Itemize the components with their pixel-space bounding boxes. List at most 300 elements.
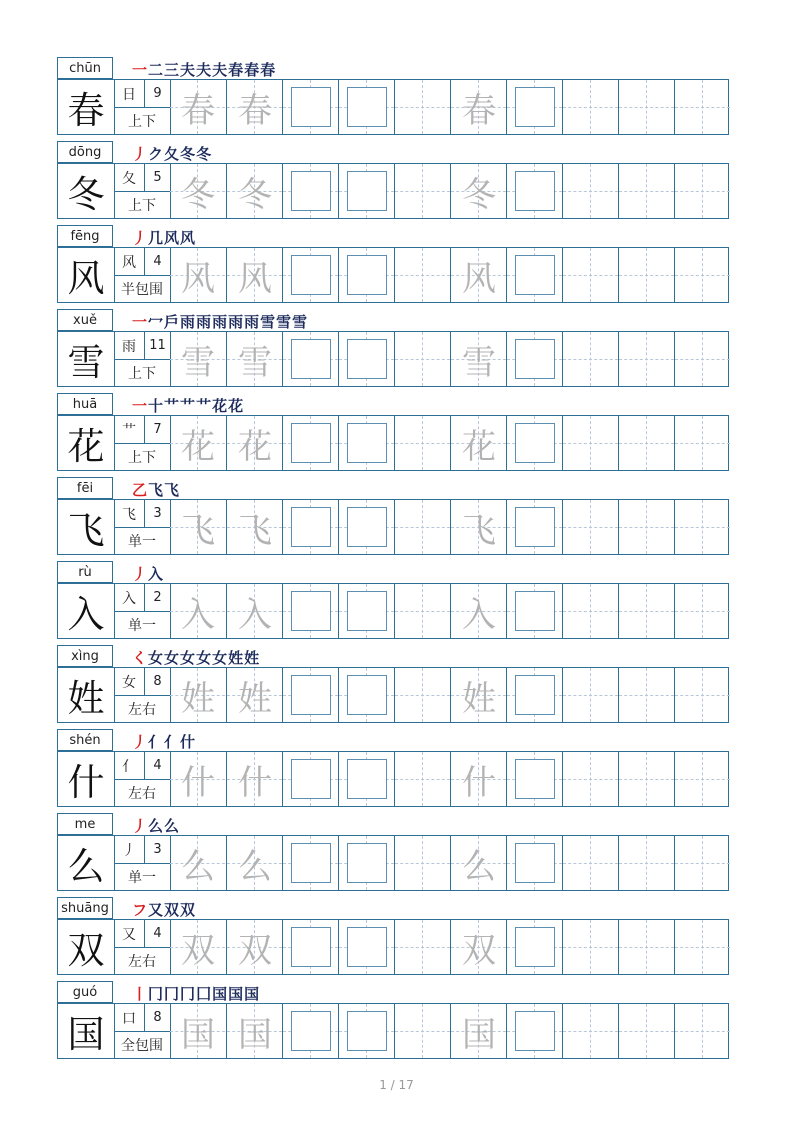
practice-grid (57, 835, 729, 891)
writing-cell[interactable] (618, 584, 674, 638)
model-character: 双 (58, 920, 115, 974)
writing-cell[interactable] (618, 668, 674, 722)
writing-cell[interactable] (562, 836, 618, 890)
writing-cell[interactable] (338, 416, 394, 470)
writing-cell[interactable] (450, 332, 506, 386)
inner-practice-box (291, 507, 331, 547)
trace-character: 雪 (238, 342, 272, 383)
stroke-order (132, 983, 259, 1003)
stroke-step: 乙 (132, 481, 148, 499)
writing-cell[interactable] (170, 668, 226, 722)
inner-practice-box (291, 1011, 331, 1051)
writing-cell[interactable] (170, 416, 226, 470)
stroke-step: 又 (148, 901, 164, 919)
radical: 雨 (114, 332, 145, 359)
trace-character: 冬 (238, 174, 272, 215)
practice-grid (57, 667, 729, 723)
writing-cell[interactable] (394, 920, 450, 974)
writing-cell[interactable] (338, 668, 394, 722)
stroke-step: フ (132, 901, 148, 919)
writing-cell[interactable] (618, 80, 674, 134)
writing-cell[interactable] (562, 668, 618, 722)
trace-character: 什 (181, 762, 215, 803)
writing-cell[interactable] (562, 164, 618, 218)
stroke-step: 女 (164, 649, 180, 667)
inner-practice-box (347, 87, 387, 127)
stroke-step: 国 (212, 985, 228, 1003)
inner-practice-box (291, 675, 331, 715)
radical: 飞 (114, 500, 145, 527)
radical: 又 (114, 920, 145, 947)
writing-cell[interactable] (338, 752, 394, 806)
writing-cell[interactable] (618, 248, 674, 302)
stroke-step: 么 (148, 817, 164, 835)
trace-character: 姓 (181, 678, 215, 719)
practice-grid (57, 163, 729, 219)
writing-cell[interactable] (170, 1004, 226, 1058)
pinyin-label: me (57, 813, 113, 835)
writing-cell[interactable] (674, 1004, 730, 1058)
inner-practice-box (347, 1011, 387, 1051)
practice-grid (57, 499, 729, 555)
writing-cell[interactable] (562, 584, 618, 638)
practice-grid (57, 919, 729, 975)
stroke-count: 8 (153, 674, 162, 689)
structure: 左右 (114, 947, 170, 974)
model-character: 么 (58, 836, 115, 890)
writing-cell[interactable] (338, 80, 394, 134)
stroke-count: 3 (153, 506, 162, 521)
stroke-step: 亻 (164, 733, 180, 751)
writing-cell[interactable] (170, 920, 226, 974)
stroke-count: 8 (153, 1010, 162, 1025)
stroke-order (132, 731, 195, 751)
stroke-step: 姓 (228, 649, 244, 667)
stroke-step: 冂 (180, 985, 196, 1003)
practice-grid (57, 79, 729, 135)
stroke-step: 雨 (228, 313, 244, 331)
character-info (114, 584, 171, 638)
writing-cell[interactable] (282, 584, 338, 638)
writing-cell[interactable] (450, 80, 506, 134)
writing-cell[interactable] (450, 584, 506, 638)
writing-cell[interactable] (170, 500, 226, 554)
stroke-step: 丿 (132, 817, 148, 835)
writing-cell[interactable] (338, 248, 394, 302)
character-info (114, 164, 171, 218)
stroke-step: 春 (244, 61, 260, 79)
writing-cell[interactable] (506, 668, 562, 722)
writing-cell[interactable] (674, 80, 730, 134)
writing-cell[interactable] (562, 416, 618, 470)
inner-practice-box (515, 507, 555, 547)
stroke-order (132, 563, 163, 583)
inner-practice-box (347, 591, 387, 631)
writing-cell[interactable] (506, 416, 562, 470)
writing-cell[interactable] (506, 248, 562, 302)
stroke-step: 风 (180, 229, 196, 247)
writing-cell[interactable] (450, 248, 506, 302)
character-info (114, 416, 171, 470)
writing-cell[interactable] (226, 416, 282, 470)
character-entry (0, 225, 793, 309)
writing-cell[interactable] (674, 332, 730, 386)
writing-cell[interactable] (282, 80, 338, 134)
trace-character: 春 (462, 90, 496, 131)
writing-cell[interactable] (674, 836, 730, 890)
writing-cell[interactable] (170, 248, 226, 302)
model-character: 姓 (58, 668, 115, 722)
writing-cell[interactable] (618, 332, 674, 386)
character-entry (0, 729, 793, 813)
writing-cell[interactable] (394, 1004, 450, 1058)
inner-practice-box (515, 759, 555, 799)
stroke-count: 5 (153, 170, 162, 185)
stroke-order (132, 59, 275, 79)
stroke-step: 一 (132, 61, 148, 79)
writing-cell[interactable] (674, 416, 730, 470)
character-entry (0, 393, 793, 477)
stroke-step: 雪 (292, 313, 308, 331)
writing-cell[interactable] (450, 500, 506, 554)
model-character: 什 (58, 752, 115, 806)
stroke-order (132, 227, 195, 247)
inner-practice-box (347, 507, 387, 547)
writing-cell[interactable] (226, 836, 282, 890)
inner-practice-box (515, 1011, 555, 1051)
stroke-step: 夂 (164, 145, 180, 163)
writing-cell[interactable] (170, 584, 226, 638)
inner-practice-box (515, 171, 555, 211)
writing-cell[interactable] (562, 248, 618, 302)
writing-cell[interactable] (450, 836, 506, 890)
writing-cell[interactable] (394, 668, 450, 722)
writing-cell[interactable] (618, 164, 674, 218)
writing-cell[interactable] (450, 752, 506, 806)
trace-character: 姓 (238, 678, 272, 719)
trace-character: 春 (238, 90, 272, 131)
writing-cell[interactable] (282, 668, 338, 722)
writing-cell[interactable] (394, 164, 450, 218)
writing-cell[interactable] (674, 752, 730, 806)
character-info (114, 668, 171, 722)
stroke-step: 雨 (244, 313, 260, 331)
writing-cell[interactable] (226, 584, 282, 638)
writing-cell[interactable] (674, 164, 730, 218)
character-info (114, 1004, 171, 1058)
pinyin-label: shén (57, 729, 113, 751)
stroke-count: 4 (153, 926, 162, 941)
inner-practice-box (347, 423, 387, 463)
writing-cell[interactable] (674, 248, 730, 302)
structure: 单一 (114, 527, 170, 554)
writing-cell[interactable] (282, 164, 338, 218)
writing-cell[interactable] (506, 164, 562, 218)
stroke-count: 4 (153, 758, 162, 773)
character-info (114, 500, 171, 554)
stroke-step: 囗 (196, 985, 212, 1003)
trace-character: 双 (462, 930, 496, 971)
structure: 全包围 (114, 1031, 170, 1058)
writing-cell[interactable] (506, 584, 562, 638)
writing-cell[interactable] (394, 416, 450, 470)
trace-character: 双 (181, 930, 215, 971)
writing-cell[interactable] (170, 836, 226, 890)
writing-cell[interactable] (674, 584, 730, 638)
writing-cell[interactable] (394, 500, 450, 554)
writing-cell[interactable] (338, 1004, 394, 1058)
stroke-step: 春 (228, 61, 244, 79)
writing-cell[interactable] (282, 332, 338, 386)
character-info (114, 248, 171, 302)
writing-cell[interactable] (506, 752, 562, 806)
pinyin-label: shuāng (57, 897, 113, 919)
writing-cell[interactable] (450, 1004, 506, 1058)
stroke-order (132, 647, 259, 667)
stroke-step: 国 (244, 985, 260, 1003)
writing-cell[interactable] (282, 500, 338, 554)
trace-character: 冬 (462, 174, 496, 215)
writing-cell[interactable] (562, 752, 618, 806)
writing-cell[interactable] (506, 80, 562, 134)
inner-practice-box (515, 927, 555, 967)
character-info (114, 752, 171, 806)
writing-cell[interactable] (618, 500, 674, 554)
writing-cell[interactable] (450, 164, 506, 218)
writing-cell[interactable] (674, 500, 730, 554)
character-entry (0, 309, 793, 393)
writing-cell[interactable] (170, 332, 226, 386)
character-entry (0, 561, 793, 645)
writing-cell[interactable] (618, 920, 674, 974)
writing-cell[interactable] (618, 1004, 674, 1058)
stroke-step: 冬 (196, 145, 212, 163)
stroke-step: ク (148, 145, 164, 163)
stroke-count: 3 (153, 842, 162, 857)
stroke-step: 丿 (132, 145, 148, 163)
trace-character: 春 (181, 90, 215, 131)
writing-cell[interactable] (506, 332, 562, 386)
inner-practice-box (347, 759, 387, 799)
stroke-step: 二 (148, 61, 164, 79)
writing-cell[interactable] (618, 752, 674, 806)
writing-cell[interactable] (226, 668, 282, 722)
model-character: 春 (58, 80, 115, 134)
writing-cell[interactable] (338, 500, 394, 554)
pinyin-label: dōng (57, 141, 113, 163)
writing-cell[interactable] (562, 332, 618, 386)
inner-practice-box (347, 171, 387, 211)
structure: 半包围 (114, 275, 170, 302)
structure: 左右 (114, 695, 170, 722)
writing-cell[interactable] (618, 416, 674, 470)
inner-practice-box (515, 423, 555, 463)
pinyin-label: rù (57, 561, 113, 583)
model-character: 入 (58, 584, 115, 638)
writing-cell[interactable] (282, 416, 338, 470)
stroke-count: 11 (149, 338, 166, 353)
writing-cell[interactable] (394, 248, 450, 302)
writing-cell[interactable] (226, 164, 282, 218)
practice-grid (57, 751, 729, 807)
pinyin-label: fēi (57, 477, 113, 499)
stroke-step: 戶 (164, 313, 180, 331)
writing-cell[interactable] (338, 584, 394, 638)
trace-character: 雪 (181, 342, 215, 383)
inner-practice-box (291, 759, 331, 799)
writing-cell[interactable] (394, 836, 450, 890)
inner-practice-box (291, 171, 331, 211)
stroke-step: 几 (148, 229, 164, 247)
pinyin-label: fēng (57, 225, 113, 247)
stroke-step: 国 (228, 985, 244, 1003)
writing-cell[interactable] (562, 80, 618, 134)
inner-practice-box (347, 255, 387, 295)
writing-cell[interactable] (394, 752, 450, 806)
writing-cell[interactable] (226, 752, 282, 806)
trace-character: 风 (238, 258, 272, 299)
writing-cell[interactable] (450, 416, 506, 470)
inner-practice-box (291, 87, 331, 127)
writing-cell[interactable] (170, 80, 226, 134)
stroke-step: 三 (164, 61, 180, 79)
writing-cell[interactable] (674, 920, 730, 974)
radical: 女 (114, 668, 145, 695)
stroke-count: 9 (153, 86, 162, 101)
structure: 单一 (114, 611, 170, 638)
stroke-order (132, 899, 195, 919)
writing-cell[interactable] (562, 920, 618, 974)
writing-cell[interactable] (170, 164, 226, 218)
character-entry (0, 141, 793, 225)
stroke-step: 丨 (132, 985, 148, 1003)
practice-grid (57, 583, 729, 639)
stroke-count: 2 (153, 590, 162, 605)
radical: 艹 (114, 416, 145, 443)
inner-practice-box (515, 591, 555, 631)
stroke-count: 7 (153, 422, 162, 437)
stroke-step: 夫 (212, 61, 228, 79)
writing-cell[interactable] (170, 752, 226, 806)
writing-cell[interactable] (338, 920, 394, 974)
character-entry (0, 981, 793, 1065)
writing-cell[interactable] (226, 332, 282, 386)
writing-cell[interactable] (562, 500, 618, 554)
radical: 丿 (114, 836, 145, 863)
stroke-step: 艹 (196, 397, 212, 415)
writing-cell[interactable] (506, 500, 562, 554)
inner-practice-box (515, 339, 555, 379)
inner-practice-box (515, 675, 555, 715)
writing-cell[interactable] (338, 836, 394, 890)
inner-practice-box (347, 843, 387, 883)
stroke-step: 夫 (196, 61, 212, 79)
character-entry (0, 645, 793, 729)
stroke-step: く (132, 649, 148, 667)
stroke-step: 冂 (148, 985, 164, 1003)
structure: 左右 (114, 779, 170, 806)
trace-character: 么 (181, 846, 215, 887)
writing-cell[interactable] (450, 668, 506, 722)
writing-cell[interactable] (618, 836, 674, 890)
writing-cell[interactable] (282, 248, 338, 302)
writing-cell[interactable] (226, 920, 282, 974)
trace-character: 什 (238, 762, 272, 803)
stroke-step: 女 (212, 649, 228, 667)
stroke-step: 丿 (132, 229, 148, 247)
inner-practice-box (291, 423, 331, 463)
practice-grid (57, 415, 729, 471)
structure: 上下 (114, 359, 170, 386)
writing-cell[interactable] (338, 332, 394, 386)
stroke-step: 一 (132, 313, 148, 331)
trace-character: 入 (238, 594, 272, 635)
writing-cell[interactable] (562, 1004, 618, 1058)
trace-character: 入 (181, 594, 215, 635)
trace-character: 国 (462, 1014, 496, 1055)
trace-character: 入 (462, 594, 496, 635)
model-character: 风 (58, 248, 115, 302)
inner-practice-box (515, 87, 555, 127)
practice-grid (57, 331, 729, 387)
stroke-step: 冖 (148, 313, 164, 331)
writing-cell[interactable] (394, 332, 450, 386)
structure: 单一 (114, 863, 170, 890)
writing-cell[interactable] (226, 500, 282, 554)
model-character: 冬 (58, 164, 115, 218)
writing-cell[interactable] (674, 668, 730, 722)
writing-cell[interactable] (226, 248, 282, 302)
character-info (114, 80, 171, 134)
structure: 上下 (114, 191, 170, 218)
trace-character: 国 (181, 1014, 215, 1055)
trace-character: 冬 (181, 174, 215, 215)
stroke-step: 风 (164, 229, 180, 247)
stroke-step: 十 (148, 397, 164, 415)
writing-cell[interactable] (282, 752, 338, 806)
stroke-step: 夫 (180, 61, 196, 79)
writing-cell[interactable] (282, 1004, 338, 1058)
stroke-order (132, 479, 179, 499)
stroke-step: 么 (164, 817, 180, 835)
trace-character: 花 (462, 426, 496, 467)
writing-cell[interactable] (226, 80, 282, 134)
stroke-step: 冬 (180, 145, 196, 163)
writing-cell[interactable] (506, 836, 562, 890)
writing-cell[interactable] (506, 920, 562, 974)
pinyin-label: xìng (57, 645, 113, 667)
radical: 风 (114, 248, 145, 275)
radical: 日 (114, 80, 145, 107)
trace-character: 风 (462, 258, 496, 299)
writing-cell[interactable] (450, 920, 506, 974)
writing-cell[interactable] (282, 920, 338, 974)
writing-cell[interactable] (226, 1004, 282, 1058)
writing-cell[interactable] (282, 836, 338, 890)
writing-cell[interactable] (338, 164, 394, 218)
pinyin-label: chūn (57, 57, 113, 79)
model-character: 雪 (58, 332, 115, 386)
stroke-step: 雨 (212, 313, 228, 331)
stroke-step: 女 (196, 649, 212, 667)
radical: 入 (114, 584, 145, 611)
structure: 上下 (114, 107, 170, 134)
writing-cell[interactable] (506, 1004, 562, 1058)
writing-cell[interactable] (394, 584, 450, 638)
stroke-step: 冂 (164, 985, 180, 1003)
trace-character: 国 (238, 1014, 272, 1055)
writing-cell[interactable] (394, 80, 450, 134)
